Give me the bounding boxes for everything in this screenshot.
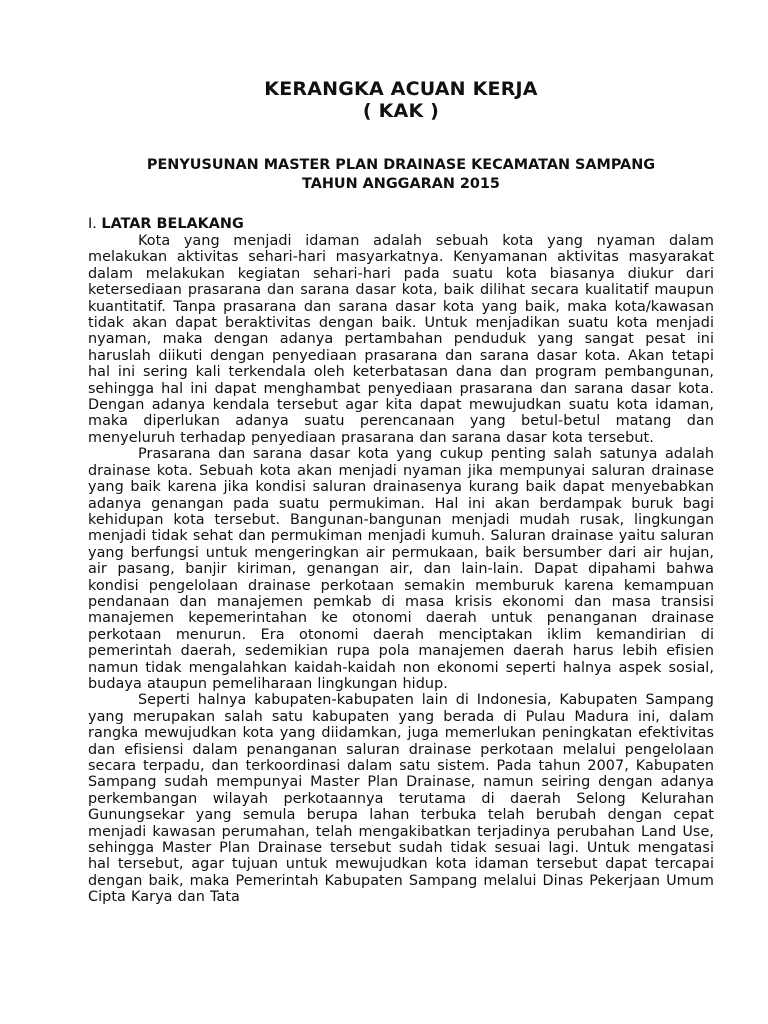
title-block xyxy=(88,78,714,122)
document-subtitle: PENYUSUNAN MASTER PLAN DRAINASE KECAMATAN SAMPANG xyxy=(146,157,656,173)
section-number: I. xyxy=(88,216,97,232)
document-title: KERANGKA ACUAN KERJA xyxy=(264,78,538,100)
body-paragraph: Seperti halnya kabupaten-kabupaten lain di Indonesia, Kabupaten Sampang yang merupakan salah satu kabupaten yang berada di Pulau Madura ini, dalam rangka mewujudkan kota yang diidamkan, juga memerlukan peningkatan efektivitas dan efisiensi dalam penanganan saluran drainase perkotaan melalui pengelolaan secara terpadu, dan terkoordinasi dalam satu sistem. Pada tahun 2007, Kabupaten Sampang sudah mempunyai Master Plan Drainase, namun seiring dengan adanya perkembangan wilayah perkotaannya terutama di daerah Selong Kelurahan Gunungsekar yang semula berupa lahan terbuka telah berubah dengan cepat menjadi kawasan perumahan, telah mengakibatkan terjadinya perubahan Land Use, sehingga Master Plan Drainase tersebut sudah tidak sesuai lagi. Untuk mengatasi hal tersebut, agar tujuan untuk mewujudkan kota idaman tersebut dapat tercapai dengan baik, maka Pemerintah Kabupaten Sampang melalui Dinas Pekerjaan Umum Cipta Karya dan Tata xyxy=(88,692,714,906)
document-subtitle-year: TAHUN ANGGARAN 2015 xyxy=(302,176,500,192)
subtitle-block xyxy=(88,156,714,194)
body-paragraph: Kota yang menjadi idaman adalah sebuah kota yang nyaman dalam melakukan aktivitas sehari-hari masyarkatnya. Kenyamanan aktivitas masyarakat dalam melakukan kegiatan sehari-hari pada suatu kota biasanya diukur dari ketersediaan prasarana dan sarana dasar kota, baik dilihat secara kualitatif maupun kuantitatif. Tanpa prasarana dan sarana dasar kota yang baik, maka kota/kawasan tidak akan dapat beraktivitas dengan baik. Untuk menjadikan suatu kota menjadi nyaman, maka dengan adanya pertambahan penduduk yang sangat pesat ini haruslah diikuti dengan penyediaan prasarana dan sarana dasar kota. Akan tetapi hal ini sering kali terkendala oleh keterbatasan dana dan program pembangunan, sehingga hal ini dapat menghambat penyediaan prasarana dan sarana dasar kota. Dengan adanya kendala tersebut agar kita dapat mewujudkan suatu kota idaman, maka diperlukan adanya suatu perencanaan yang betul-betul matang dan menyeluruh terhadap penyediaan prasarana dan sarana dasar kota tersebut. xyxy=(88,233,714,446)
body-paragraph: Prasarana dan sarana dasar kota yang cukup penting salah satunya adalah drainase kota. Sebuah kota akan menjadi nyaman jika mempunyai saluran drainase yang baik karena jika kondisi saluran drainasenya kurang baik dapat menyebabkan adanya genangan pada suatu permukiman. Hal ini akan berdampak buruk bagi kehidupan kota tersebut. Bangunan-bangunan menjadi mudah rusak, lingkungan menjadi tidak sehat dan permukiman menjadi kumuh. Saluran drainase yaitu saluran yang berfungsi untuk mengeringkan air permukaan, baik bersumber dari air hujan, air pasang, banjir kiriman, genangan air, dan lain-lain. Dapat dipahami bahwa kondisi pengelolaan drainase perkotaan semakin memburuk karena kemampuan pendanaan dan manajemen pemkab di masa krisis ekonomi dan masa transisi manajemen kepemerintahan ke otonomi daerah untuk penanganan drainase perkotaan menurun. Era otonomi daerah menciptakan iklim kemandirian di pemerintah daerah, sedemikian rupa pola manajemen daerah harus lebih efisien namun tidak mengalahkan kaidah-kaidah non ekonomi seperti halnya aspek sosial, budaya ataupun pemeliharaan lingkungan hidup. xyxy=(88,446,714,692)
section-title: LATAR BELAKANG xyxy=(101,216,244,232)
section-heading xyxy=(88,216,714,233)
document-title-abbreviation: ( KAK ) xyxy=(362,100,440,122)
